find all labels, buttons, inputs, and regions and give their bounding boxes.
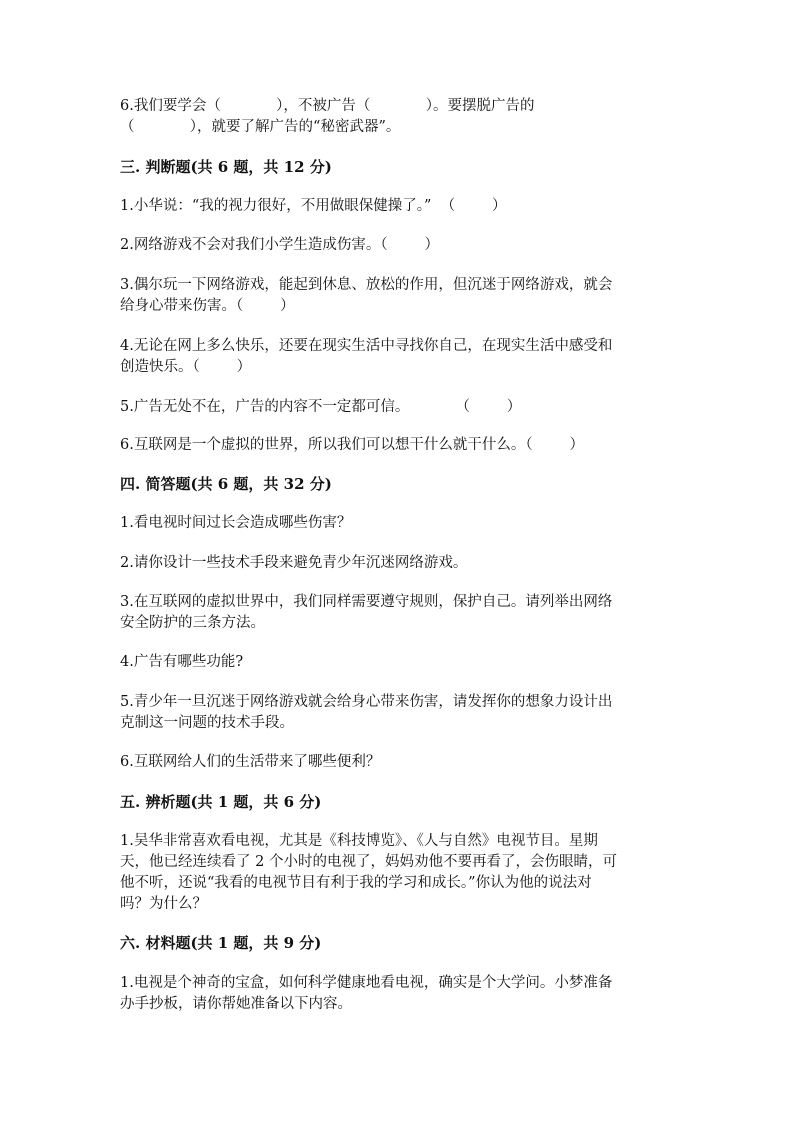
short-question-6: 6.互联网给人们的生活带来了哪些便利？ <box>120 754 381 770</box>
analysis-question-1-line-1: 1.吴华非常喜欢看电视，尤其是《科技博览》、《人与自然》电视节目。星期 <box>120 833 598 849</box>
short-question-2: 2.请你设计一些技术手段来避免青少年沉迷网络游戏。 <box>120 555 468 571</box>
section-heading-judgement: 三. 判断题(共 6 题，共 12 分) <box>120 158 332 176</box>
short-question-4: 4.广告有哪些功能? <box>120 654 244 670</box>
analysis-question-1-line-2: 天，他已经连续看了 2 个小时的电视了，妈妈劝他不要再看了，会伤眼睛，可 <box>120 854 617 870</box>
fill-question-6-line-2: （ ），就要了解广告的“秘密武器”。 <box>120 119 401 135</box>
short-question-1: 1.看电视时间过长会造成哪些伤害？ <box>120 515 352 531</box>
short-question-5-line-1: 5.青少年一旦沉迷于网络游戏就会给身心带来伤害，请发挥你的想象力设计出 <box>120 694 613 710</box>
judge-question-4-line-2: 创造快乐。（ ） <box>120 359 252 375</box>
judge-question-4-line-1: 4.无论在网上多么快乐，还要在现实生活中寻找你自己，在现实生活中感受和 <box>120 338 613 354</box>
judge-question-6: 6.互联网是一个虚拟的世界，所以我们可以想干什么就干什么。（ ） <box>120 437 584 453</box>
judge-question-3-line-2: 给身心带来伤害。（ ） <box>120 298 295 314</box>
short-question-5-line-2: 克制这一问题的技术手段。 <box>120 715 294 731</box>
section-heading-short-answer: 四. 简答题(共 6 题，共 32 分) <box>120 475 332 493</box>
analysis-question-1-line-4: 吗？为什么？ <box>120 896 207 912</box>
analysis-question-1-line-3: 他不听，还说“我看的电视节目有利于我的学习和成长。”你认为他的说法对 <box>120 875 592 891</box>
section-heading-material: 六. 材料题(共 1 题，共 9 分) <box>120 934 322 952</box>
judge-question-3-line-1: 3.偶尔玩一下网络游戏，能起到休息、放松的作用，但沉迷于网络游戏，就会 <box>120 277 613 293</box>
section-heading-analysis: 五. 辨析题(共 1 题，共 6 分) <box>120 793 322 811</box>
short-question-3-line-2: 安全防护的三条方法。 <box>120 615 265 631</box>
judge-question-2: 2.网络游戏不会对我们小学生造成伤害。（ ） <box>120 237 439 253</box>
material-question-1-line-1: 1.电视是个神奇的宝盒，如何科学健康地看电视，确实是个大学问。小梦准备 <box>120 975 613 991</box>
short-question-3-line-1: 3.在互联网的虚拟世界中，我们同样需要遵守规则，保护自己。请列举出网络 <box>120 594 613 610</box>
material-question-1-line-2: 办手抄板，请你帮她准备以下内容。 <box>120 996 352 1012</box>
judge-question-5: 5.广告无处不在，广告的内容不一定都可信。 （ ） <box>120 399 522 415</box>
fill-question-6-line-1: 6.我们要学会（ ），不被广告（ ）。要摆脱广告的 <box>120 98 535 114</box>
judge-question-1: 1.小华说：“我的视力很好，不用做眼保健操了。” （ ） <box>120 198 507 214</box>
